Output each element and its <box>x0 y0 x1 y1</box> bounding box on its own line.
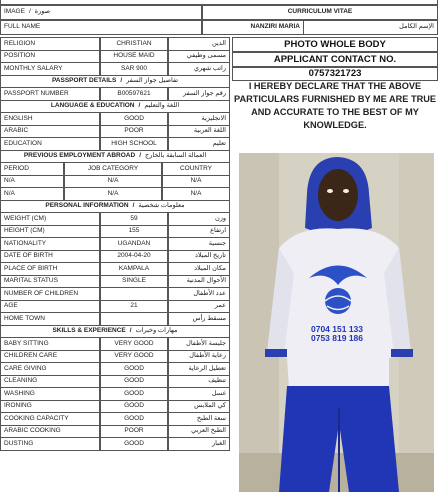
passport-number-label: PASSPORT NUMBER <box>0 87 100 101</box>
image-label: IMAGE <box>4 8 25 16</box>
basic-row-value: HOUSE MAID <box>100 50 168 64</box>
personal-row-value: 59 <box>100 212 168 226</box>
page-title: CURRICULUM VITAE <box>202 5 438 20</box>
skill-row-label-ar: الغبار <box>168 437 230 451</box>
employment-cell: N/A <box>0 175 64 189</box>
personal-row-label-ar: جنسية <box>168 237 230 251</box>
personal-row-value <box>100 312 168 326</box>
basic-row-label: RELIGION <box>0 37 100 51</box>
skill-row-label-ar: سعة الطبخ <box>168 412 230 426</box>
personal-row-label: HEIGHT (CM) <box>0 225 100 239</box>
basic-row-label: POSITION <box>0 50 100 64</box>
full-name-label: FULL NAME <box>0 20 202 35</box>
personal-section-header-title-ar: معلومات شخصية <box>138 202 185 209</box>
contact-number: 0757321723 <box>232 67 438 81</box>
skill-row-label: COOKING CAPACITY <box>0 412 100 426</box>
skill-row-label: CARE GIVING <box>0 362 100 376</box>
skills-section-header-title-ar: مهارات وخبرات <box>135 327 178 334</box>
employment-cell: N/A <box>162 187 230 201</box>
photo-heading: PHOTO WHOLE BODY <box>232 37 438 52</box>
employment-section-header-title: PREVIOUS EMPLOYMENT ABROAD <box>23 152 136 159</box>
personal-row-label: HOME TOWN <box>0 312 100 326</box>
skill-row-label-ar: غسل <box>168 387 230 401</box>
employment-column-header: COUNTRY <box>162 162 230 176</box>
personal-row-label: AGE <box>0 300 100 314</box>
skill-row-label: ARABIC COOKING <box>0 425 100 439</box>
basic-row-value: SAR 900 <box>100 62 168 76</box>
employment-column-header: PERIOD <box>0 162 64 176</box>
contact-heading: APPLICANT CONTACT NO. <box>232 52 438 67</box>
passport-section-header-title-ar: تفاصيل جواز السفر <box>126 77 179 84</box>
skill-row-label: IRONING <box>0 400 100 414</box>
personal-row-label: MARITAL STATUS <box>0 275 100 289</box>
personal-row-value: 155 <box>100 225 168 239</box>
language-row-label-ar: تعليم <box>168 137 230 151</box>
personal-row-label-ar: الأحوال المدنية <box>168 275 230 289</box>
personal-row-label-ar: وزن <box>168 212 230 226</box>
employment-section-header: PREVIOUS EMPLOYMENT ABROAD / العمالة السابقة بالخارج <box>0 150 230 164</box>
passport-number-label-ar: رقم جواز السفر <box>168 87 230 101</box>
employment-cell: N/A <box>162 175 230 189</box>
skill-row-label: CLEANING <box>0 375 100 389</box>
applicant-photo <box>239 153 434 492</box>
shirt-phone-1: 0704 151 133 <box>311 324 363 334</box>
skill-row-label-ar: تنظيف <box>168 375 230 389</box>
skill-row-label: CHILDREN CARE <box>0 350 100 364</box>
employment-section-header-title-ar: العمالة السابقة بالخارج <box>145 152 207 159</box>
personal-row-value: KAMPALA <box>100 262 168 276</box>
personal-row-label-ar: تاريخ الميلاد <box>168 250 230 264</box>
shirt-phone-2: 0753 819 186 <box>311 333 363 343</box>
personal-row-label-ar: عدد الأطفال <box>168 287 230 301</box>
personal-row-label-ar: ارتفاع <box>168 225 230 239</box>
skill-row-label-ar: الطبخ العربي <box>168 425 230 439</box>
personal-section-header: PERSONAL INFORMATION / معلومات شخصية <box>0 200 230 214</box>
skill-row-label-ar: تعطيل الرعاية <box>168 362 230 376</box>
skill-row-value: GOOD <box>100 400 168 414</box>
passport-number-value: B00597621 <box>100 87 168 101</box>
personal-row-label: DATE OF BIRTH <box>0 250 100 264</box>
skill-row-value: GOOD <box>100 412 168 426</box>
employment-cell: N/A <box>64 175 162 189</box>
personal-row-label-ar: مسقط رأس <box>168 312 230 326</box>
passport-section-header: PASSPORT DETAILS / تفاصيل جواز السفر <box>0 75 230 89</box>
skill-row-value: VERY GOOD <box>100 337 168 351</box>
full-name-label-ar: الإسم الكامل <box>304 20 438 35</box>
language-row-label: ENGLISH <box>0 112 100 126</box>
employment-cell: N/A <box>0 187 64 201</box>
personal-row-label-ar: عمر <box>168 300 230 314</box>
personal-row-label-ar: مكان الميلاد <box>168 262 230 276</box>
basic-row-value: CHRISTIAN <box>100 37 168 51</box>
language-row-label-ar: اللغة العربية <box>168 125 230 139</box>
skill-row-value: GOOD <box>100 375 168 389</box>
full-name-value: NANZIRI MARIA <box>202 20 304 35</box>
personal-row-label: NUMBER OF CHILDREN <box>0 287 100 301</box>
personal-row-label: PLACE OF BIRTH <box>0 262 100 276</box>
language-row-value: HIGH SCHOOL <box>100 137 168 151</box>
skill-row-label: DUSTING <box>0 437 100 451</box>
basic-row-label-ar: راتب شهري <box>168 62 230 76</box>
declaration-text: I HEREBY DECLARE THAT THE ABOVE PARTICULARS FURNISHED BY ME ARE TRUE AND ACCURATE TO THE BEST OF MY KNOWLEDGE. <box>234 81 436 130</box>
personal-row-value: UGANDAN <box>100 237 168 251</box>
personal-row-value <box>100 287 168 301</box>
basic-row-label-ar: الدين <box>168 37 230 51</box>
skill-row-label-ar: كي الملابس <box>168 400 230 414</box>
skills-section-header: SKILLS & EXPERIENCE / مهارات وخبرات <box>0 325 230 339</box>
personal-row-value: 21 <box>100 300 168 314</box>
language-row-label-ar: الانجليزية <box>168 112 230 126</box>
image-label-cell: IMAGE / صورة <box>0 5 202 20</box>
language-section-header-title-ar: اللغة والتعليم <box>144 102 180 109</box>
language-section-header-title: LANGUAGE & EDUCATION <box>50 102 135 109</box>
personal-row-value: 2004-04-20 <box>100 250 168 264</box>
language-row-label: ARABIC <box>0 125 100 139</box>
skill-row-label: WASHING <box>0 387 100 401</box>
applicant-photo-drawing <box>239 153 434 492</box>
image-label-ar: صورة <box>34 8 51 16</box>
basic-row-label-ar: مسمى وظيفي <box>168 50 230 64</box>
shirt-phone-numbers <box>292 325 382 343</box>
personal-section-header-title: PERSONAL INFORMATION <box>45 202 129 209</box>
skill-row-label-ar: رعاية الأطفال <box>168 350 230 364</box>
employment-column-header: JOB CATEGORY <box>64 162 162 176</box>
basic-row-label: MONTHLY SALARY <box>0 62 100 76</box>
skill-row-value: GOOD <box>100 387 168 401</box>
skill-row-label-ar: جليسة الأطفال <box>168 337 230 351</box>
skill-row-value: GOOD <box>100 437 168 451</box>
personal-row-label: NATIONALITY <box>0 237 100 251</box>
language-row-value: POOR <box>100 125 168 139</box>
language-section-header: LANGUAGE & EDUCATION / اللغة والتعليم <box>0 100 230 114</box>
language-row-value: GOOD <box>100 112 168 126</box>
personal-row-label: WEIGHT (CM) <box>0 212 100 226</box>
passport-section-header-title: PASSPORT DETAILS <box>51 77 117 84</box>
skill-row-label: BABY SITTING <box>0 337 100 351</box>
employment-cell: N/A <box>64 187 162 201</box>
skills-section-header-title: SKILLS & EXPERIENCE <box>52 327 126 334</box>
skill-row-value: VERY GOOD <box>100 350 168 364</box>
skill-row-value: GOOD <box>100 362 168 376</box>
personal-row-value: SINGLE <box>100 275 168 289</box>
skill-row-value: POOR <box>100 425 168 439</box>
language-row-label: EDUCATION <box>0 137 100 151</box>
